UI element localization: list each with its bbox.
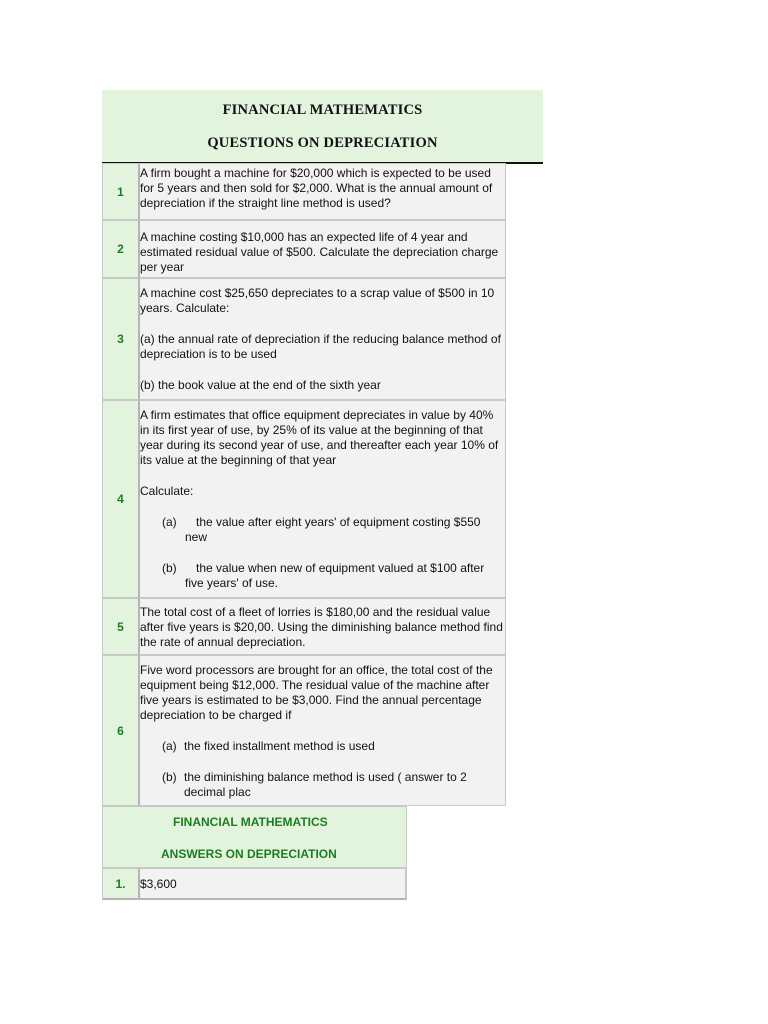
question-row-6 (102, 655, 506, 806)
answers-header (102, 806, 407, 868)
answers-title: FINANCIAL MATHEMATICS (173, 815, 328, 829)
question-number: 3 (102, 278, 140, 400)
question-part-a: (a) the fixed installment method is used (162, 739, 375, 753)
answer-row-1 (102, 868, 407, 900)
questions-header (102, 90, 543, 164)
question-number: 1 (102, 163, 140, 220)
answer-number: 1. (102, 868, 140, 900)
question-part-a: (a) the annual rate of depreciation if the reducing balance method of depreciation is to be used (140, 332, 501, 361)
question-number: 5 (102, 598, 140, 655)
questions-subtitle: QUESTIONS ON DEPRECIATION (207, 135, 438, 151)
question-text: A firm bought a machine for $20,000 which is expected to be used for 5 years and then sold for $2,000. What is the annual amount of depreciation if the straight line method is used? (140, 163, 506, 220)
question-part-b: (b) the book value at the end of the sixth year (140, 378, 381, 392)
question-number: 4 (102, 400, 140, 598)
answers-subtitle: ANSWERS ON DEPRECIATION (161, 847, 337, 861)
question-text (140, 278, 506, 400)
question-row-4 (102, 400, 506, 598)
question-part-a: (a) the value after eight years' of equipment costing $550 (162, 515, 481, 529)
answer-text: $3,600 (140, 868, 407, 900)
question-row-2 (102, 220, 506, 278)
question-text: The total cost of a fleet of lorries is $180,00 and the residual value after five years is $20,00. Using the diminishing balance method find the rate of annual depreciation. (140, 598, 506, 655)
question-intro: A machine cost $25,650 depreciates to a scrap value of $500 in 10 years. Calculate: (140, 286, 495, 315)
question-number: 6 (102, 655, 140, 806)
question-number: 2 (102, 220, 140, 278)
question-intro: A firm estimates that office equipment depreciates in value by 40% in its first year of use, by 25% of its value at the beginning of that year during its second year of use, and thereafter each year 10% of its value at the beginning of that year (140, 408, 499, 467)
question-text: A machine costing $10,000 has an expected life of 4 year and estimated residual value of $500. Calculate the depreciation charge per year (140, 220, 506, 278)
question-intro: Five word processors are brought for an office, the total cost of the equipment being $12,000. The residual value of the machine after five years is estimated to be $3,000. Find the annual percentage depreciation to be charged if (140, 663, 493, 722)
question-row-1 (102, 163, 506, 220)
question-text: A firm estimates that office equipment depreciates in value by 40% in its first year of use, by 25% of its value at the beginning of that year during its second year of use, and thereafter each year 10% of its value at the beginning of that year Calculate: (a) the value after eight years' of equipment costing $550 new (b) the value when new of equipment valued at $100 after five years' of use. (140, 400, 506, 598)
question-part-b: (b) the diminishing balance method is used ( answer to 2 (162, 770, 467, 784)
question-part-b: (b) the value when new of equipment valued at $100 after (162, 561, 485, 575)
question-row-5 (102, 598, 506, 655)
question-text: Five word processors are brought for an office, the total cost of the equipment being $12,000. The residual value of the machine after five years is estimated to be $3,000. Find the annual percentage depreciation to be charged if (a) the fixed installment method is used (b) the diminishing balance method is used ( answer to 2 decimal plac (140, 655, 506, 806)
question-calculate: Calculate: (140, 484, 194, 498)
questions-title: FINANCIAL MATHEMATICS (222, 102, 423, 118)
question-row-3 (102, 278, 506, 400)
